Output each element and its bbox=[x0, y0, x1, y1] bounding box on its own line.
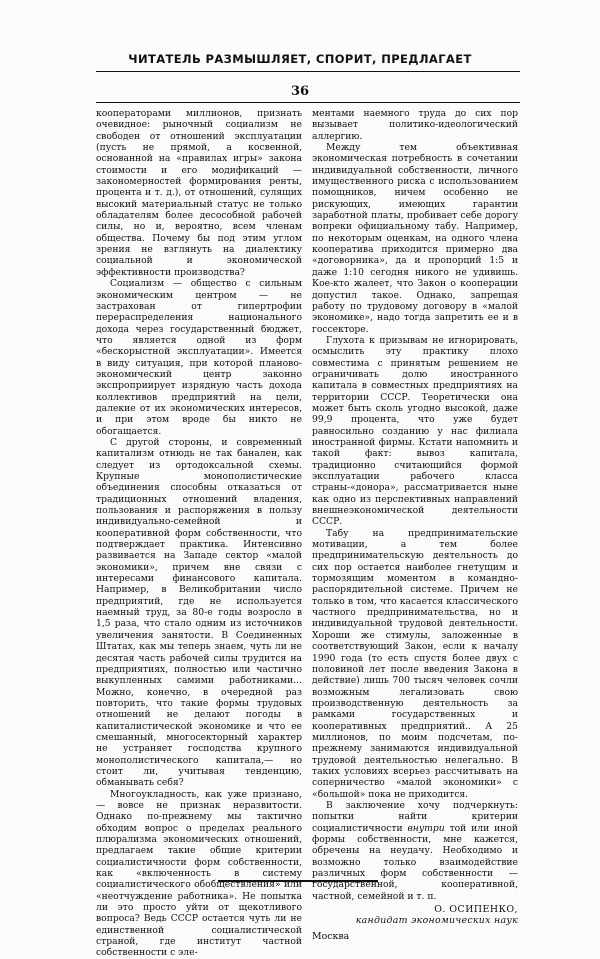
paragraph: Глухота к призывам не игнорировать, осмыслить эту практику плохо совместима с принятым решением не ограничивать долю иностранного капитала в совместных предприятиях на территории СССР. Теоретически она может быть сколь угодно высокой, даже 99,9 процента, что уже будет равносильно созданию у нас филиала иностранной фирмы. Кстати напомнить и такой факт: вывоз капитала, традиционно считающийся формой эксплуатации рабочего класса страны-«донора», рассматривается ныне как одно из перспективных направлений внешнеэкономической деятельности СССР. bbox=[312, 334, 518, 528]
paragraph: Между тем объективная экономическая потребность в сочетании индивидуальной собственности, личного имущественного риска с использованием помощников, ничем особенно не рискующих, имеющих гарантии заработной платы, пробивает себе дорогу вопреки официальному табу. Например, по некоторым оценкам, на одного члена кооператива приходится примерно два «договорника», да и пропорций 1:5 и даже 1:10 сегодня никого не удивишь. Кое-кто жалеет, что Закон о кооперации допустил такое. Однако, запрещая работу по трудовому договору в «малой экономике», надо тогда запретить ее и в госсекторе. bbox=[312, 142, 518, 335]
paragraph: Многоукладность, как уже признано,— вовсе не признак неразвитости. Однако по-прежнему мы тактично обходим вопрос о пределах реального плюрализма экономических отношений, предлагаем такие общие критерии социалистичности форм собственности, как «включенность в систему социалистического обобществления» или «неотчуждение работника». Не попытка ли это просто уйти от щекотливого вопроса? Ведь СССР остается чуть ли не единственной социалистической страной, где институт частной собственности с эле- bbox=[96, 788, 302, 959]
signature bbox=[312, 904, 518, 927]
author-city: Москва bbox=[312, 930, 350, 942]
paragraph-conclusion bbox=[312, 800, 518, 902]
header-rule-bottom bbox=[96, 102, 520, 103]
text-run: В заключение хочу подчеркнуть: попытки найти критерии социалистичности bbox=[312, 799, 518, 834]
page-number: 36 bbox=[290, 84, 310, 99]
paragraph: Табу на предпринимательские мотивации, а тем более предпринимательскую деятельность до сих пор остается наиболее гнетущим и тормозящим моментом в командно-распорядительной системе. Причем не только в том, что касается классического частного предпринимательства, но и индивидуальной трудовой деятельности. Хороши же стимулы, заложенные в соответствующий Закон, если к началу 1990 года (то есть спустя более двух с половиной лет после введения Закона в действие) лишь 700 тысяч человек сочли возможным легализовать свою производственную деятельность за рамками государственных и кооперативных предприятий.. А 25 миллионов, по моим подсчетам, по-прежнему занимаются индивидуальной трудовой деятельностью нелегально. В таких условиях всерьез рассчитывать на соперничество «малой экономики» с «большой» пока не приходится. bbox=[312, 527, 518, 800]
end-rule bbox=[218, 880, 378, 882]
emphasis-text: внутри bbox=[407, 822, 445, 834]
right-column bbox=[312, 108, 518, 942]
text-run: той или иной формы собственности, мне кажется, обречены на неудачу. Необходимо и возможно только взаимодействие различных форм собственности — государственной, кооперативной, частной, семейной и т. п. bbox=[312, 822, 519, 902]
paragraph: Социализм — общество с сильным экономическим центром — не застрахован от гипертрофии перераспределения национального дохода через государственный бюджет, что является одной из форм «бескорыстной эксплуатации». Имеется в виду ситуация, при которой планово-экономический центр законно экспроприирует изрядную часть дохода коллективов предприятий на цели, далекие от их экономических интересов, и при этом вроде бы никто не обогащается. bbox=[96, 278, 302, 437]
paragraph: С другой стороны, и современный капитализм отнюдь не так банален, как следует из ортодоксальной схемы. Крупные монополистические объединения способны отказаться от традиционных отношений владения, пользования и распоряжения в пользу индивидуально-семейной и кооперативной форм собственности, что подтверждает практика. Интенсивно развивается на Западе сектор «малой экономики», причем вне связи с интересами финансового капитала. Например, в Великобритании число предприятий, где не используется наемный труд, за 80-е годы возросло в 1,5 раза, что стало одним из источников увеличения занятости. В Соединенных Штатах, как мы теперь знаем, чуть ли не десятая часть рабочей силы трудится на предприятиях, полностью или частично выкупленных самими работниками... Можно, конечно, в очередной раз повторить, что такие формы трудовых отношений не делают погоды в капиталистической экономике и что ее смешанный, многосекторный характер не устраняет господства крупного монополистического капитала,— но стоит ли, учитывая тенденцию, обманывать себя? bbox=[96, 436, 302, 789]
section-header: ЧИТАТЕЛЬ РАЗМЫШЛЯЕТ, СПОРИТ, ПРЕДЛАГАЕТ bbox=[128, 52, 472, 66]
paragraph: ментами наемного труда до сих пор вызывает политико-идеологический аллергию. bbox=[312, 108, 518, 142]
header-rule-top bbox=[96, 71, 520, 72]
left-column bbox=[96, 108, 302, 959]
author-title: кандидат экономических наук bbox=[355, 915, 518, 927]
author-name: О. ОСИПЕНКО, bbox=[434, 904, 518, 916]
paragraph: кооператорами миллионов, признать очевидное: рыночный социализм не свободен от отношений эксплуатации (пусть не прямой, а косвенной, основанной на «правилах игры» закона стоимости и его модификаций — закономерностей формирования ренты, процента и т. д.), от отношений, сулящих высокий материальный статус не только обладателям более десособной рабочей силы, но и, вероятно, всем членам общества. Почему бы под этим углом зрения не взглянуть на диалектику социальной и экономической эффективности производства? bbox=[96, 108, 302, 278]
